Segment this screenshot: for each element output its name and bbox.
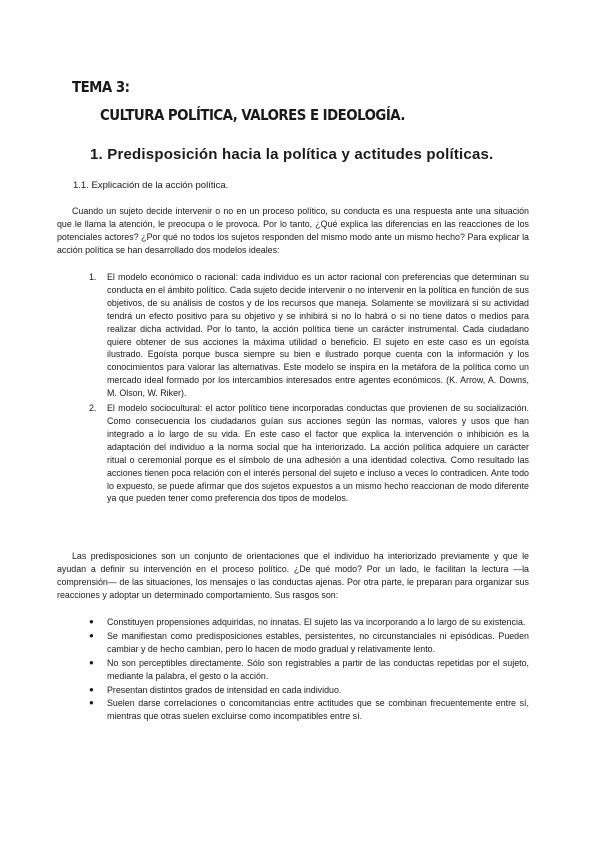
subsection-heading: 1.1. Explicación de la acción política. (73, 180, 229, 191)
predispositions-paragraph (57, 550, 529, 602)
model-text: El modelo económico o racional: cada individuo es un actor racional con preferencias que determinan su conducta en el ámbito político. Cada sujeto decide intervenir o no intervenir en la política en función de sus objetivos, de su análisis de costos y de los recursos que maneja. Solamente se movilizará si su actividad tendrá un efecto positivo para su objetivo y se inhibirá si no lo habrá o si no tiene datos o medios para realizar dicha actividad. Por lo tanto, la acción política tiene un carácter instrumental. Cada ciudadano quiere obtener de sus acciones la máxima utilidad o beneficio. El sujeto en este caso es un egoísta ilustrado. Egoísta porque busca siempre su bien e ilustrado porque cuenta con la información y los conocimientos para valorar las alternativas. Este modelo se inspira en la metáfora de la política como un mercado ideal formado por los intercambios interesados entre agentes económicos. (K. Arrow, A. Downs, M. Olson, W. Riker). (107, 272, 529, 399)
model-item (57, 402, 529, 505)
trait-item (57, 630, 529, 656)
trait-item (57, 657, 529, 683)
predispositions-text: Las predisposiciones son un conjunto de orientaciones que el individuo ha interiorizado previamente y que le ayudan a definir su intervención en el proceso político. ¿De qué modo? Por un lado, le facilitan la lectura —la comprensión— de las situaciones, los mensajes o las conductas ajenas. Por otra parte, le preparan para organizar sus reacciones y adoptar un determinado comportamiento. Sus rasgos son: (57, 551, 529, 600)
trait-text: Presentan distintos grados de intensidad en cada individuo. (107, 684, 342, 695)
bullet-icon: ● (89, 698, 94, 708)
model-text: El modelo sociocultural: el actor político tiene incorporadas conductas que provienen de su socialización. Como consecuencia los ciudadanos guían sus acciones según las normas, valores y usos que han integrado a lo largo de su vida. En este caso el factor que explica la intervención o inhibición es la adaptación del individuo a la norma social que ha interiorizado. La acción política adquiere un carácter ritual o ceremonial porque es el símbolo de una adhesión a una identidad colectiva. Como resultado las acciones tienen poca relación con el interés personal del sujeto e incluso a veces lo contradicen. Ante todo lo expuesto, se puede afirmar que dos sujetos expuestos a un mismo hecho reaccionan de modo diferente ya que pueden tener como preferencia dos tipos de modelos. (107, 403, 529, 504)
trait-text: Se manifiestan como predisposiciones estables, persistentes, no circunstanciales ni episódicas. Pueden cambiar y de hecho cambian, pero lo hacen de modo gradual y relativamente lento. (107, 630, 529, 654)
bullet-icon: ● (89, 630, 94, 640)
trait-text: Constituyen propensiones adquiridas, no innatas. El sujeto las va incorporando a lo largo de su existencia. (107, 617, 526, 627)
trait-item (57, 697, 529, 723)
model-item (57, 271, 529, 400)
trait-item (57, 616, 529, 629)
topic-title: CULTURA POLÍTICA, VALORES E IDEOLOGÍA. (100, 106, 405, 124)
intro-paragraph (57, 205, 529, 257)
section-heading: 1. Predisposición hacia la política y actitudes políticas. (90, 146, 494, 163)
intro-text: Cuando un sujeto decide intervenir o no en un proceso político, su conducta es una respuesta ante una situación que le llama la atención, le preocupa o le provoca. Por lo tanto, ¿Qué explica las diferencias en las reacciones de los potenciales actores? ¿Por qué no todos los sujetos responden del mismo modo ante un mismo hecho? Para explicar la acción política se han desarrollado dos modelos ideales: (57, 206, 529, 255)
bullet-icon: ● (89, 617, 94, 626)
trait-item (57, 684, 529, 697)
topic-number: TEMA 3: (72, 78, 130, 96)
bullet-icon: ● (89, 657, 94, 667)
models-list (57, 271, 529, 505)
trait-text: No son perceptibles directamente. Sólo son registrables a partir de las conductas repetidas por el sujeto, mediante la palabra, el gesto o la acción. (107, 657, 529, 681)
trait-text: Suelen darse correlaciones o concomitancias entre actitudes que se combinan frecuentemente entre sí, mientras que otras suelen excluirse como incompatibles entre sí. (107, 698, 529, 722)
model-number: 1. (89, 272, 97, 282)
bullet-icon: ● (89, 684, 94, 694)
model-number: 2. (89, 403, 97, 414)
traits-list (57, 616, 529, 724)
